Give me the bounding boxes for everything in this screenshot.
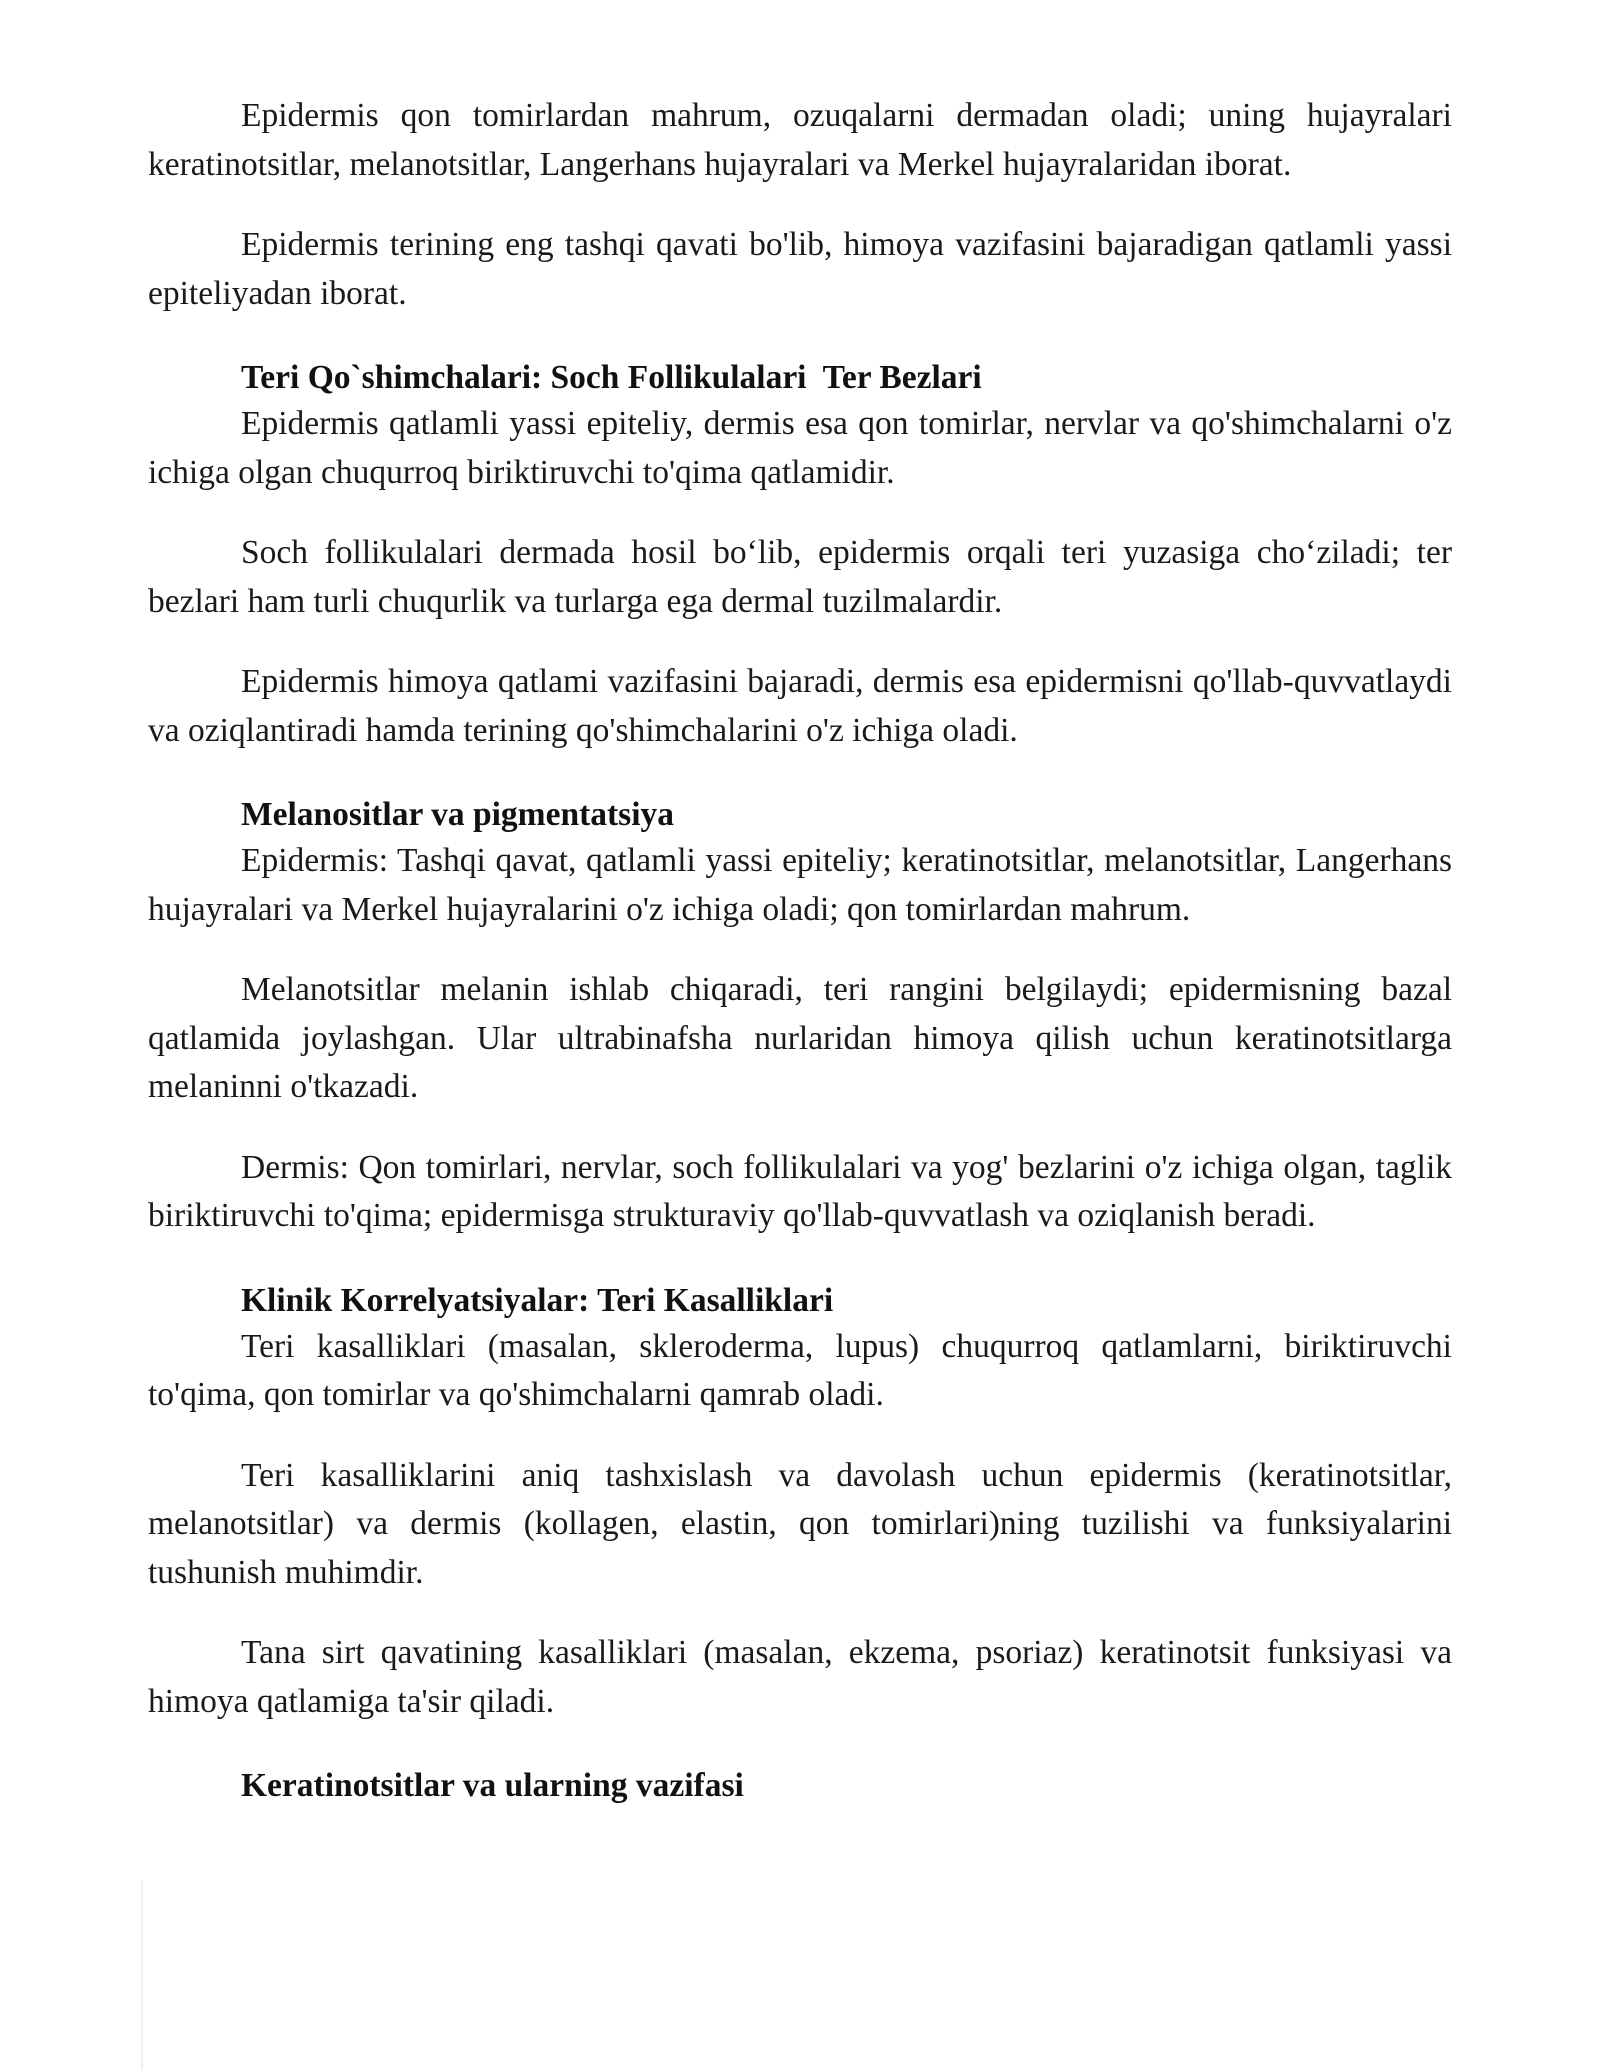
paragraph-epidermis-outer-layer: Epidermis terining eng tashqi qavati bo'lib, himoya vazifasini bajaradigan qatlamli yassi epiteliyadan iborat. <box>148 226 1452 312</box>
paragraph-epidermis-definition: Epidermis: Tashqi qavat, qatlamli yassi epiteliy; keratinotsitlar, melanotsitlar, Langerhans hujayralari va Merkel hujayralarini o'z ichiga oladi; qon tomirlardan mahrum. <box>148 842 1452 928</box>
paragraph-skin-diseases: Teri kasalliklari (masalan, skleroderma, lupus) chuqurroq qatlamlarni, biriktiruvchi to'qima, qon tomirlar va qo'shimchalarni qamrab oladi. <box>148 1327 1452 1413</box>
paragraph-hair-follicles: Soch follikulalari dermada hosil bo‘lib, epidermis orqali teri yuzasiga cho‘ziladi; ter bezlari ham turli chuqurlik va turlarga ega dermal tuzilmalardir. <box>148 534 1452 620</box>
paragraph-protective-layer: Epidermis himoya qatlami vazifasini bajaradi, dermis esa epidermisni qo'llab-quvvatlaydi va oziqlantiradi hamda terining qo'shimchalarini o'z ichiga oladi. <box>148 663 1452 749</box>
heading-skin-appendages: Teri Qo`shimchalari: Soch Follikulalari Ter Bezlari <box>241 359 982 396</box>
paragraph-dermis-definition: Dermis: Qon tomirlari, nervlar, soch follikulalari va yog' bezlarini o'z ichiga olgan, taglik biriktiruvchi to'qima; epidermisga strukturaviy qo'llab-quvvatlash va oziqlanish beradi. <box>148 1148 1452 1234</box>
document-body <box>148 92 1452 1808</box>
paragraph-melanocytes-function: Melanotsitlar melanin ishlab chiqaradi, teri rangini belgilaydi; epidermisning bazal qatlamida joylashgan. Ular ultrabinafsha nurlaridan himoya qilish uchun keratinotsitlarga melaninni o'tkazadi. <box>148 971 1452 1105</box>
paragraph-surface-diseases: Tana sirt qavatining kasalliklari (masalan, ekzema, psoriaz) keratinotsit funksiyasi va himoya qatlamiga ta'sir qiladi. <box>148 1634 1452 1720</box>
heading-clinical-correlations: Klinik Korrelyatsiyalar: Teri Kasalliklari <box>241 1281 834 1319</box>
paragraph-epidermis-nutrition: Epidermis qon tomirlardan mahrum, ozuqalarni dermadan oladi; uning hujayralari keratinotsitlar, melanotsitlar, Langerhans hujayralari va Merkel hujayralaridan iborat. <box>148 97 1452 183</box>
paragraph-diagnosis-treatment: Teri kasalliklarini aniq tashxislash va davolash uchun epidermis (keratinotsitlar, melanotsitlar) va dermis (kollagen, elastin, qon tomirlari)ning tuzilishi va funksiyalarini tushunish muhimdir. <box>148 1456 1452 1591</box>
heading-melanocytes: Melanositlar va pigmentatsiya <box>241 796 674 833</box>
paragraph-epidermis-dermis-layers: Epidermis qatlamli yassi epiteliy, dermis esa qon tomirlar, nervlar va qo'shimchalarni o'z ichiga olgan chuqurroq biriktiruvchi to'qima qatlamidir. <box>148 405 1452 491</box>
heading-keratinocytes: Keratinotsitlar va ularning vazifasi <box>241 1767 744 1804</box>
page-margin-line <box>141 1880 143 2070</box>
